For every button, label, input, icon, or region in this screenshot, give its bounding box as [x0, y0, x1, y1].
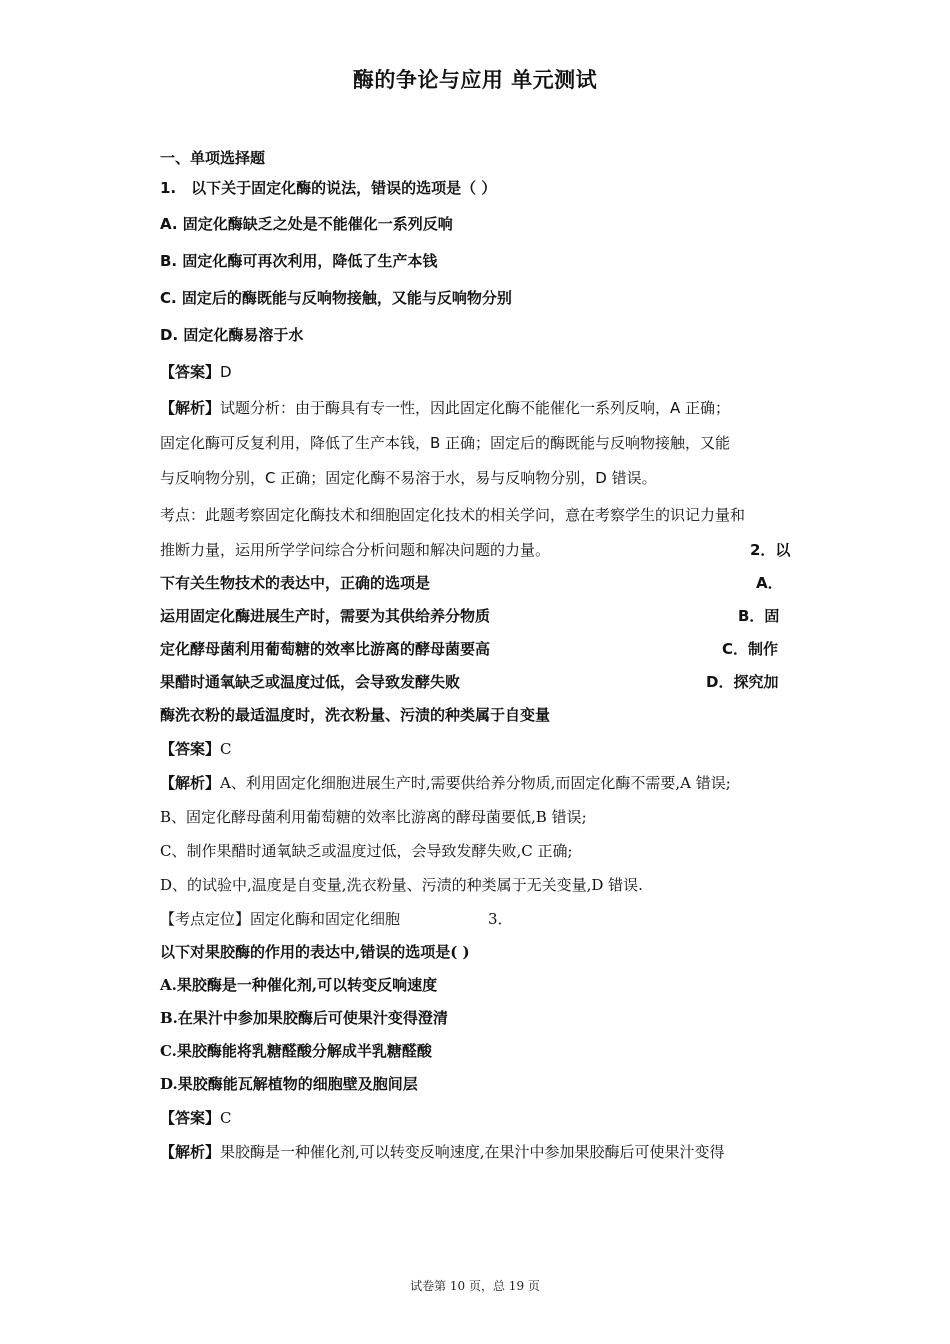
q1-analysis-line-2: 固定化酶可反复利用，降低了生产本钱，B 正确；固定后的酶既能与反响物接触，又能	[160, 434, 731, 452]
q2-stem-line-2: 运用固定化酶进展生产时，需要为其供给养分物质	[160, 607, 491, 625]
q1-analysis-line-3: 与反响物分别，C 正确；固定化酶不易溶于水，易与反响物分别，D 错误。	[160, 469, 657, 487]
answer-value: D	[220, 363, 232, 381]
q2-kaodian: 【考点定位】固定化酶和固定化细胞	[160, 910, 401, 928]
q3-option-d: D.果胶酶能瓦解植物的细胞壁及胞间层	[160, 1075, 418, 1093]
q2-stem-line-3: 定化酵母菌利用葡萄糖的效率比游离的酵母菌要高	[160, 640, 491, 658]
q1-option-c: C. 固定后的酶既能与反响物接触，又能与反响物分别	[160, 289, 512, 307]
q1-option-b: B. 固定化酶可再次利用，降低了生产本钱	[160, 252, 438, 270]
q1-kaodian-line-2: 推断力量，运用所学学问综合分析问题和解决问题的力量。	[160, 541, 551, 559]
q2-stem-line-1: 下有关生物技术的表达中，正确的选项是	[160, 574, 431, 592]
q2-analysis-line-2: B、固定化酵母菌利用葡萄糖的效率比游离的酵母菌要低,B 错误;	[160, 808, 587, 826]
q2-option-d-label: D．探究加	[706, 673, 779, 691]
q2-option-a-label: A．	[756, 574, 783, 592]
answer-value: C	[220, 1109, 232, 1127]
answer-tag: 【答案】	[160, 740, 221, 758]
q1-kaodian-line-1: 考点：此题考察固定化酶技术和细胞固定化技术的相关学问，意在考察学生的识记力量和	[160, 506, 746, 524]
answer-value: C	[220, 740, 232, 758]
section-heading: 一、单项选择题	[160, 149, 266, 167]
q2-analysis-line-4: D、的试验中,温度是自变量,洗衣粉量、污渍的种类属于无关变量,D 错误.	[160, 876, 643, 894]
q2-option-b-label: B．固	[738, 607, 780, 625]
q1-answer	[160, 362, 232, 382]
analysis-tag: 【解析】	[160, 399, 221, 417]
page-title: 酶的争论与应用 单元测试	[352, 68, 598, 92]
q1-option-a: A. 固定化酶缺乏之处是不能催化一系列反响	[160, 215, 453, 233]
q3-number-fragment: 3．	[488, 910, 513, 928]
answer-tag: 【答案】	[160, 363, 221, 381]
q3-answer	[160, 1108, 232, 1128]
analysis-tag: 【解析】	[160, 774, 221, 792]
q2-answer	[160, 739, 232, 759]
q3-option-b: B.在果汁中参加果胶酶后可使果汁变得澄清	[160, 1009, 448, 1027]
q3-analysis-line-1: 【解析】果胶酶是一种催化剂,可以转变反响速度,在果汁中参加果胶酶后可使果汁变得	[160, 1143, 725, 1161]
q2-number-fragment: 2．以	[750, 541, 791, 559]
q2-option-c-label: C．制作	[722, 640, 779, 658]
q1-stem: 1. 以下关于固定化酶的说法，错误的选项是（ ）	[160, 179, 497, 197]
q2-analysis-line-3: C、制作果醋时通氧缺乏或温度过低，会导致发酵失败,C 正确;	[160, 842, 573, 860]
kaodian-tag: 【考点定位】	[160, 910, 251, 928]
q1-analysis-line-1: 【解析】试题分析：由于酶具有专一性，因此固定化酶不能催化一系列反响，A 正确；	[160, 399, 731, 417]
q3-option-a: A.果胶酶是一种催化剂,可以转变反响速度	[160, 976, 438, 994]
q2-stem-line-5: 酶洗衣粉的最适温度时，洗衣粉量、污渍的种类属于自变量	[160, 706, 551, 724]
q2-stem-line-4: 果醋时通氧缺乏或温度过低，会导致发酵失败	[160, 673, 461, 691]
analysis-tag: 【解析】	[160, 1143, 221, 1161]
q1-option-d: D. 固定化酶易溶于水	[160, 326, 304, 344]
q3-option-c: C.果胶酶能将乳糖醛酸分解成半乳糖醛酸	[160, 1042, 432, 1060]
q2-analysis-line-1: 【解析】A、利用固定化细胞进展生产时,需要供给养分物质,而固定化酶不需要,A 错误;	[160, 774, 731, 792]
page-footer: 试卷第 10 页，总 19 页	[410, 1279, 540, 1293]
answer-tag: 【答案】	[160, 1109, 221, 1127]
q3-stem: 以下对果胶酶的作用的表达中,错误的选项是( )	[160, 943, 470, 961]
